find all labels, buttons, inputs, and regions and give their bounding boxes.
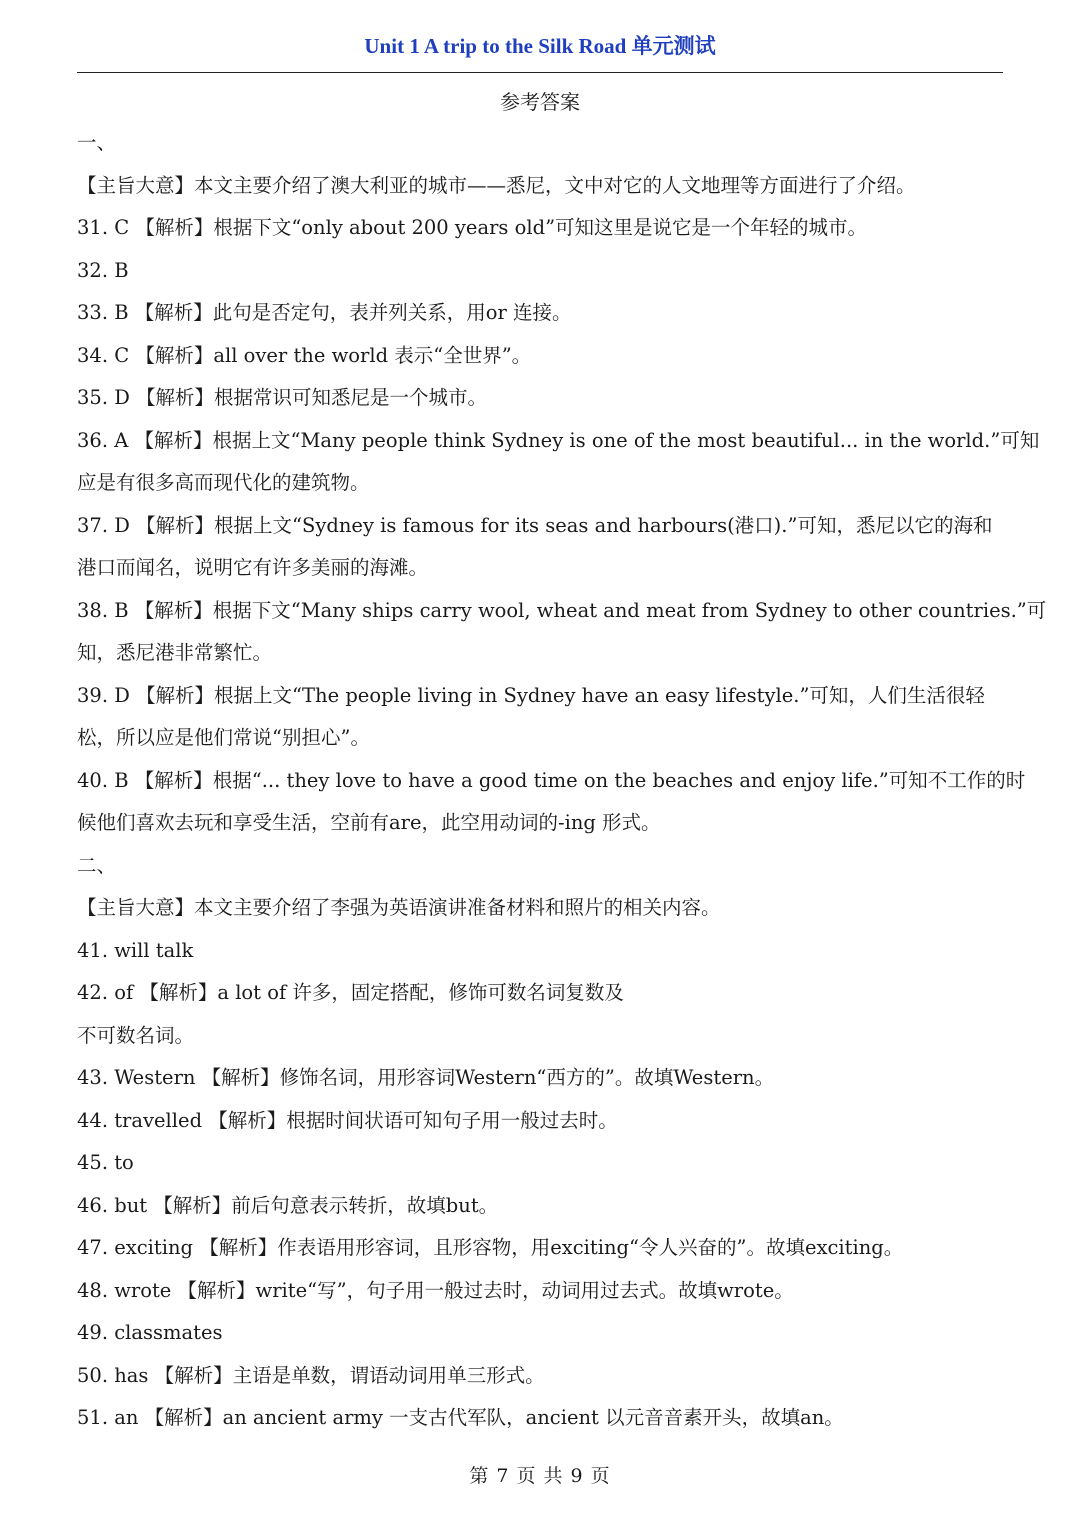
- answer-line: 39. D 【解析】根据上文“The people living in Sydney have an easy lifestyle.”可知，人们生活很轻: [77, 683, 985, 707]
- answer-content: [77, 130, 1047, 1448]
- page-number-footer: 第 7 页 共 9 页: [469, 1465, 611, 1487]
- answer-line: 37. D 【解析】根据上文“Sydney is famous for its seas and harbours(港口).”可知，悉尼以它的海和: [77, 513, 993, 537]
- answer-line: 31. C 【解析】根据下文“only about 200 years old”可知这里是说它是一个年轻的城市。: [77, 216, 868, 239]
- header-divider: [77, 72, 1003, 73]
- answer-line: 41. will talk: [77, 938, 194, 962]
- answer-line: 45. to: [77, 1151, 134, 1174]
- answer-line-continued: 候他们喜欢去玩和享受生活，空前有are，此空用动词的-ing 形式。: [77, 811, 661, 834]
- answer-line-continued: 不可数名词。: [77, 1023, 195, 1047]
- answer-line: 51. an 【解析】an ancient army 一支古代军队，ancient 以元音音素开头，故填an。: [77, 1406, 844, 1429]
- main-idea-line: 【主旨大意】本文主要介绍了李强为英语演讲准备材料和照片的相关内容。: [77, 896, 721, 919]
- answer-line: 48. wrote 【解析】write“写”，句子用一般过去时，动词用过去式。故填wrote。: [77, 1278, 794, 1302]
- answer-line: 36. A 【解析】根据上文“Many people think Sydney is one of the most beautiful... in the world.”可知: [77, 428, 1040, 452]
- answer-line: 32. B: [77, 258, 129, 282]
- answer-line: 34. C 【解析】all over the world 表示“全世界”。: [77, 343, 532, 367]
- answer-line: 42. of 【解析】a lot of 许多，固定搭配，修饰可数名词复数及: [77, 981, 624, 1004]
- page-header: Unit 1 A trip to the Silk Road 单元测试: [364, 34, 716, 58]
- answer-line: 43. Western 【解析】修饰名词，用形容词Western“西方的”。故填Western。: [77, 1066, 775, 1089]
- answer-line-continued: 松，所以应是他们常说“别担心”。: [77, 726, 370, 749]
- answer-line: 47. exciting 【解析】作表语用形容词，且形容物，用exciting“令人兴奋的”。故填exciting。: [77, 1236, 904, 1259]
- section-marker: 二、: [77, 853, 117, 877]
- answer-line: 33. B 【解析】此句是否定句，表并列关系，用or 连接。: [77, 301, 572, 324]
- answer-line-continued: 知，悉尼港非常繁忙。: [77, 641, 273, 664]
- document-title: 参考答案: [500, 90, 580, 114]
- answer-line-continued: 港口而闻名，说明它有许多美丽的海滩。: [77, 556, 429, 579]
- answer-line: 44. travelled 【解析】根据时间状语可知句子用一般过去时。: [77, 1108, 618, 1132]
- answer-line: 50. has 【解析】主语是单数，谓语动词用单三形式。: [77, 1363, 545, 1387]
- answer-line: 46. but 【解析】前后句意表示转折，故填but。: [77, 1193, 499, 1217]
- answer-line-continued: 应是有很多高而现代化的建筑物。: [77, 471, 370, 494]
- answer-line: 40. B 【解析】根据“... they love to have a good time on the beaches and enjoy life.”可知不工作的时: [77, 768, 1026, 792]
- section-marker: 一、: [77, 131, 117, 154]
- main-idea-line: 【主旨大意】本文主要介绍了澳大利亚的城市——悉尼，文中对它的人文地理等方面进行了介绍。: [77, 173, 916, 197]
- answer-line: 35. D 【解析】根据常识可知悉尼是一个城市。: [77, 386, 488, 409]
- answer-line: 49. classmates: [77, 1321, 223, 1344]
- answer-line: 38. B 【解析】根据下文“Many ships carry wool, wheat and meat from Sydney to other countries.”可: [77, 598, 1047, 622]
